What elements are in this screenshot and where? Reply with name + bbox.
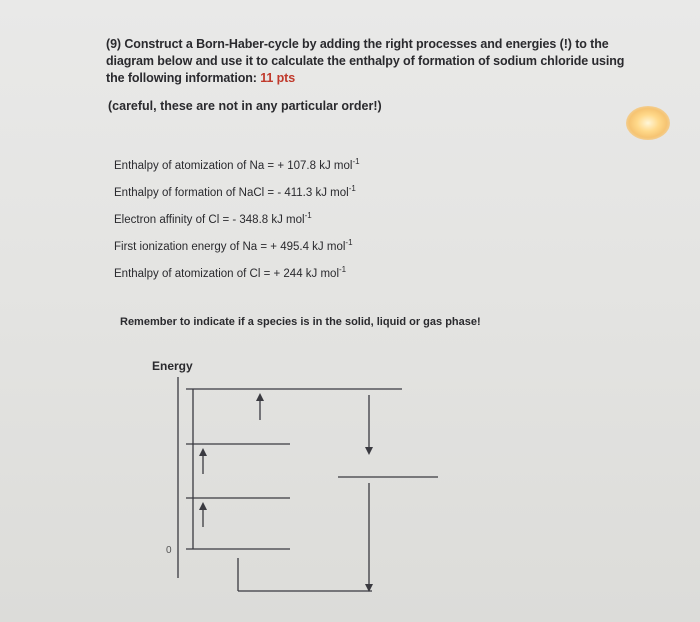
info-item: Enthalpy of atomization of Cl = + 244 kJ mol$^{-1}$ — [114, 265, 347, 280]
info-item: Electron affinity of Cl = - 348.8 kJ mol$^{-1}$ — [114, 211, 312, 226]
zero-label: 0 — [166, 545, 172, 556]
info-item: Enthalpy of formation of NaCl = - 411.3 kJ mol$^{-1}$ — [114, 184, 356, 199]
question-text: Construct a Born-Haber-cycle by adding the right processes and energies (!) to the diagram below and use it to calculate the enthalpy of formation of sodium chloride using the following information: — [106, 37, 625, 85]
question-note: (careful, these are not in any particular order!) — [108, 99, 382, 113]
phase-reminder: Remember to indicate if a species is in the solid, liquid or gas phase! — [120, 316, 481, 328]
question-number: (9) — [106, 37, 121, 51]
info-item: Enthalpy of atomization of Na = + 107.8 kJ mol$^{-1}$ — [114, 157, 360, 172]
question-points: 11 pts — [260, 71, 296, 85]
info-item: First ionization energy of Na = + 495.4 kJ mol$^{-1}$ — [114, 238, 353, 253]
energy-axis-label: Energy — [152, 359, 193, 373]
